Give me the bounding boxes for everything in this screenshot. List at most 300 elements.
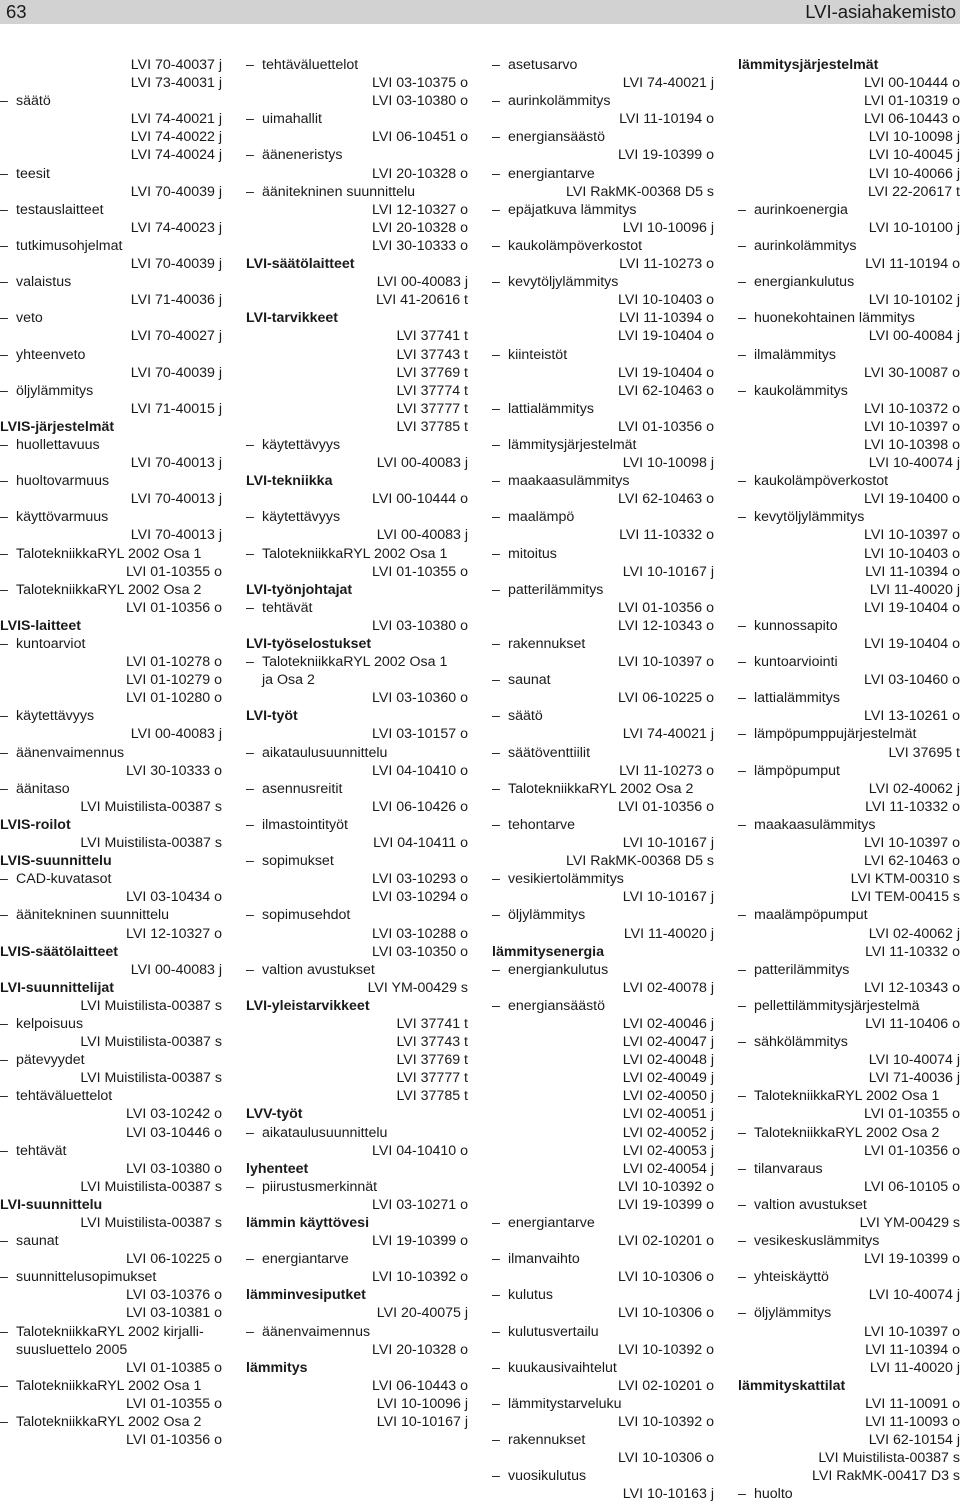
index-subentry: – äänitekninen suunnittelu bbox=[0, 906, 222, 924]
index-subentry: – säätöventtiilit bbox=[492, 744, 714, 762]
index-subentry: – ilmalämmitys bbox=[738, 346, 960, 364]
index-reference: LVI 01-10356 o bbox=[126, 599, 222, 616]
index-subentry: – kulutusvertailu bbox=[492, 1323, 714, 1341]
index-subentry: – rakennukset bbox=[492, 1431, 714, 1449]
index-subentry: – rakennukset bbox=[492, 635, 714, 653]
index-subentry: – öljylämmitys bbox=[738, 1304, 960, 1322]
index-reference: LVI 20-10328 o bbox=[372, 1341, 468, 1358]
index-subentry: – lattialämmitys bbox=[492, 400, 714, 418]
index-subentry: – TalotekniikkaRYL 2002 Osa 1 bbox=[0, 545, 222, 563]
index-heading: lämmin käyttövesi bbox=[246, 1215, 370, 1231]
index-reference: LVI 10-10403 o bbox=[618, 292, 714, 309]
index-subentry: – äänitekninen suunnittelu bbox=[246, 183, 468, 201]
index-reference: LVI 10-10306 o bbox=[618, 1305, 714, 1322]
index-subentry: – TalotekniikkaRYL 2002 Osa 1 bbox=[246, 545, 468, 563]
index-reference: LVI KTM-00310 s bbox=[850, 871, 960, 888]
index-reference: LVI 10-10100 j bbox=[868, 219, 960, 236]
index-reference: LVI 37777 t bbox=[396, 1070, 468, 1087]
index-subentry: – sopimukset bbox=[246, 852, 468, 870]
index-reference: LVI 03-10294 o bbox=[372, 889, 468, 906]
index-heading: lämminvesiputket bbox=[246, 1287, 366, 1304]
index-subentry: – käytettävyys bbox=[0, 707, 222, 725]
index-subentry: – aurinkolämmitys bbox=[738, 237, 960, 255]
index-reference: LVI 10-10167 j bbox=[622, 835, 714, 852]
index-reference: LVI 11-10273 o bbox=[619, 762, 714, 779]
index-reference: LVI 00-40083 j bbox=[376, 455, 468, 472]
index-reference: LVI 01-10385 o bbox=[126, 1359, 222, 1376]
index-reference: LVI 04-10410 o bbox=[372, 762, 468, 779]
index-reference: LVI 02-40049 j bbox=[622, 1070, 714, 1087]
index-reference: LVI 03-10381 o bbox=[126, 1305, 222, 1322]
index-reference: LVI Muistilista-00387 s bbox=[80, 1178, 222, 1195]
index-reference: LVI 01-10356 o bbox=[126, 1432, 222, 1449]
index-reference: LVI 74-40023 j bbox=[130, 219, 222, 236]
page-number: 63 bbox=[6, 1, 27, 22]
index-reference: LVI 02-40046 j bbox=[622, 1015, 714, 1032]
index-reference: LVI 03-10375 o bbox=[372, 75, 468, 92]
index-subentry: – vesikiertolämmitys bbox=[492, 870, 714, 888]
index-reference: LVI 12-10327 o bbox=[126, 925, 222, 942]
index-reference: LVI 37777 t bbox=[396, 400, 468, 417]
index-subentry: – tilanvaraus bbox=[738, 1160, 960, 1178]
index-reference: LVI 11-40020 j bbox=[623, 925, 714, 942]
index-column-4 bbox=[738, 56, 960, 1504]
index-reference: LVI 10-10167 j bbox=[376, 1414, 468, 1431]
index-heading: LVIS-suunnittelu bbox=[0, 853, 112, 870]
index-reference: LVI 02-40054 j bbox=[622, 1160, 714, 1177]
index-subentry: – maakaasulämmitys bbox=[492, 472, 714, 490]
index-heading: lämmitysjärjestelmät bbox=[738, 57, 879, 73]
index-subentry: – TalotekniikkaRYL 2002 Osa 2 bbox=[0, 581, 222, 599]
index-reference: LVI 03-10380 o bbox=[126, 1160, 222, 1177]
index-heading: LVI-yleistarvikkeet bbox=[246, 997, 370, 1014]
index-subentry: – kiinteistöt bbox=[492, 346, 714, 364]
index-heading: LVI-työselostukset bbox=[246, 636, 372, 652]
page-header bbox=[0, 0, 960, 24]
index-reference: LVI 03-10157 o bbox=[372, 726, 468, 743]
index-reference: LVI 01-10355 o bbox=[864, 1106, 960, 1123]
index-subentry: – asennusreitit bbox=[246, 780, 468, 798]
index-subentry: – kevytöljylämmitys bbox=[738, 508, 960, 526]
index-reference: LVI 03-10446 o bbox=[126, 1124, 222, 1141]
index-heading: lämmitysenergia bbox=[492, 943, 604, 960]
index-subentry: – tehtävät bbox=[246, 599, 468, 617]
index-reference: LVI 00-40083 j bbox=[130, 961, 222, 978]
index-reference: LVI 62-10463 o bbox=[864, 853, 960, 870]
index-reference: LVI 37785 t bbox=[396, 1088, 468, 1105]
index-reference: LVI 11-10394 o bbox=[865, 563, 960, 580]
index-heading: LVI-säätölaitteet bbox=[246, 256, 355, 273]
index-reference: LVI 19-10404 o bbox=[864, 599, 960, 616]
index-reference: LVI 74-40024 j bbox=[130, 147, 222, 164]
index-subentry: – öljylämmitys bbox=[492, 906, 714, 924]
index-subentry: – käytettävyys bbox=[246, 508, 468, 526]
index-reference: LVI 11-10091 o bbox=[865, 1395, 960, 1412]
index-reference: LVI 11-10332 o bbox=[865, 798, 960, 815]
index-subentry: – kaukolämmitys bbox=[738, 382, 960, 400]
index-subentry: – ilmanvaihto bbox=[492, 1250, 714, 1268]
index-column-1 bbox=[0, 56, 222, 1449]
index-reference: LVI 37741 t bbox=[396, 1015, 468, 1032]
index-subentry: – aurinkolämmitys bbox=[492, 92, 714, 110]
index-reference: LVI 37774 t bbox=[396, 382, 468, 399]
index-reference: LVI 02-40052 j bbox=[622, 1124, 714, 1141]
index-reference: LVI 10-10397 o bbox=[864, 418, 960, 435]
index-reference: LVI 19-10399 o bbox=[864, 1251, 960, 1268]
index-reference: LVI 01-10355 o bbox=[126, 1395, 222, 1412]
index-subentry: – energiantarve bbox=[492, 165, 714, 183]
index-reference: LVI 10-10397 o bbox=[864, 527, 960, 544]
index-heading: LVV-työt bbox=[246, 1106, 303, 1123]
index-subentry: – huoltovarmuus bbox=[0, 472, 222, 490]
index-reference: LVI 12-10343 o bbox=[618, 617, 714, 634]
index-reference: LVI 13-10261 o bbox=[864, 708, 960, 725]
index-reference: LVI 11-10406 o bbox=[865, 1015, 960, 1032]
index-reference: LVI 71-40036 j bbox=[130, 292, 222, 309]
index-heading: LVI-suunnittelu bbox=[0, 1196, 103, 1213]
index-reference: LVI 12-10343 o bbox=[864, 979, 960, 996]
index-heading: LVI-suunnittelijat bbox=[0, 979, 115, 996]
index-heading: lämmitys bbox=[246, 1359, 308, 1376]
index-subentry: – vuosikulutus bbox=[492, 1467, 714, 1485]
index-reference: LVI RakMK-00368 D5 s bbox=[566, 853, 714, 870]
index-reference: LVI 03-10293 o bbox=[372, 871, 468, 888]
index-subentry: – tutkimusohjelmat bbox=[0, 237, 222, 255]
index-subentry: – veto bbox=[0, 309, 222, 327]
index-reference: LVI 37741 t bbox=[396, 328, 468, 345]
index-reference: LVI 19-10404 o bbox=[864, 636, 960, 652]
index-subentry: – asetusarvo bbox=[492, 56, 714, 74]
index-heading: LVI-tarvikkeet bbox=[246, 310, 338, 327]
index-heading: LVIS-järjestelmät bbox=[0, 418, 115, 435]
index-reference: LVI 06-10443 o bbox=[372, 1377, 468, 1394]
index-heading: LVIS-roilot bbox=[0, 816, 71, 833]
index-reference: LVI 11-10194 o bbox=[619, 111, 714, 128]
index-reference: LVI 10-10167 j bbox=[622, 563, 714, 580]
index-reference: LVI 01-10319 o bbox=[864, 93, 960, 110]
index-reference: LVI 12-10327 o bbox=[372, 201, 468, 218]
index-reference: LVI 19-10400 o bbox=[864, 491, 960, 508]
index-reference: LVI Muistilista-00387 s bbox=[80, 1070, 222, 1087]
index-subentry: – maakaasulämmitys bbox=[738, 816, 960, 834]
index-heading: LVI-tekniikka bbox=[246, 473, 333, 490]
index-reference: LVI 02-40051 j bbox=[622, 1106, 714, 1123]
index-reference: LVI 19-10404 o bbox=[618, 364, 714, 381]
index-reference: LVI 06-10443 o bbox=[864, 111, 960, 128]
index-subentry: – energiankulutus bbox=[492, 961, 714, 979]
index-subentry: – TalotekniikkaRYL 2002 Osa 1 bbox=[738, 1087, 960, 1105]
index-reference: LVI 62-10463 o bbox=[618, 491, 714, 508]
index-subentry: – säätö bbox=[492, 707, 714, 725]
index-reference: LVI YM-00429 s bbox=[367, 979, 468, 996]
index-reference: LVI 10-10397 o bbox=[618, 654, 714, 671]
index-subentry: – huonekohtainen lämmitys bbox=[738, 309, 960, 327]
index-reference: LVI 41-20616 t bbox=[375, 292, 468, 309]
index-subentry: – patterilämmitys bbox=[492, 581, 714, 599]
index-reference: LVI RakMK-00368 D5 s bbox=[566, 183, 714, 200]
index-reference: LVI 10-10102 j bbox=[868, 292, 960, 309]
index-subentry: – äänenvaimennus bbox=[246, 1323, 468, 1341]
index-subentry: – patterilämmitys bbox=[738, 961, 960, 979]
running-title: LVI-asiahakemisto bbox=[805, 1, 956, 22]
index-reference: LVI 01-10280 o bbox=[126, 690, 222, 707]
index-subentry: – huolto bbox=[738, 1485, 960, 1503]
index-reference: LVI 00-10444 o bbox=[864, 75, 960, 92]
index-reference: LVI 11-10093 o bbox=[865, 1414, 960, 1431]
index-reference: LVI 00-10444 o bbox=[372, 491, 468, 508]
index-reference: LVI 19-10399 o bbox=[618, 1196, 714, 1213]
index-subentry: – energiankulutus bbox=[738, 273, 960, 291]
index-subentry: – tehtäväluettelot bbox=[246, 56, 468, 74]
index-reference: LVI 10-10392 o bbox=[618, 1178, 714, 1195]
index-reference: LVI 11-40020 j bbox=[869, 581, 960, 598]
index-reference: LVI 02-40053 j bbox=[622, 1142, 714, 1159]
index-continuation: ja Osa 2 bbox=[262, 672, 315, 689]
index-reference: LVI 06-10426 o bbox=[372, 798, 468, 815]
index-reference: LVI 01-10278 o bbox=[126, 654, 222, 671]
index-reference: LVI 30-10087 o bbox=[864, 364, 960, 381]
index-reference: LVI 10-10167 j bbox=[622, 889, 714, 906]
index-subentry: – testauslaitteet bbox=[0, 201, 222, 219]
index-heading: LVI-työnjohtajat bbox=[246, 581, 353, 598]
index-heading: LVI-työt bbox=[246, 708, 298, 725]
index-reference: LVI RakMK-00417 D3 s bbox=[812, 1468, 960, 1485]
index-reference: LVI Muistilista-00387 s bbox=[80, 835, 222, 852]
index-reference: LVI 73-40031 j bbox=[130, 75, 222, 92]
index-reference: LVI 00-40084 j bbox=[868, 328, 960, 345]
index-subentry: – kuntoarviot bbox=[0, 635, 222, 653]
index-subentry: – lämpöpumput bbox=[738, 762, 960, 780]
index-reference: LVI YM-00429 s bbox=[859, 1215, 960, 1231]
index-reference: LVI 10-10098 j bbox=[622, 455, 714, 472]
index-subentry: – tehtävät bbox=[0, 1142, 222, 1160]
index-reference: LVI 10-10306 o bbox=[618, 1269, 714, 1286]
index-subentry: – energiansäästö bbox=[492, 128, 714, 146]
index-reference: LVI 11-40020 j bbox=[869, 1359, 960, 1376]
index-reference: LVI 10-10392 o bbox=[618, 1341, 714, 1358]
index-reference: LVI 74-40022 j bbox=[130, 129, 222, 146]
index-reference: LVI 70-40013 j bbox=[130, 455, 222, 472]
index-reference: LVI 62-10154 j bbox=[868, 1432, 960, 1449]
index-reference: LVI 06-10105 o bbox=[864, 1178, 960, 1195]
index-reference: LVI 02-10201 o bbox=[618, 1233, 714, 1250]
index-subentry: – TalotekniikkaRYL 2002 Osa 2 bbox=[0, 1413, 222, 1431]
index-subentry: – kuukausivaihtelut bbox=[492, 1359, 714, 1377]
index-reference: LVI 74-40021 j bbox=[130, 111, 222, 128]
index-reference: LVI 01-10356 o bbox=[618, 418, 714, 435]
index-subentry: – kulutus bbox=[492, 1286, 714, 1304]
index-subentry: – TalotekniikkaRYL 2002 Osa 1 bbox=[246, 653, 468, 671]
index-subentry: – ilmastointityöt bbox=[246, 816, 468, 834]
index-column-2 bbox=[246, 56, 468, 1431]
index-reference: LVI 10-40066 j bbox=[868, 165, 960, 182]
index-reference: LVI 03-10460 o bbox=[864, 672, 960, 689]
index-reference: LVI Muistilista-00387 s bbox=[80, 997, 222, 1014]
index-reference: LVI 03-10271 o bbox=[372, 1196, 468, 1213]
index-subentry: – lämpöpumppujärjestelmät bbox=[738, 725, 960, 743]
index-subentry: – öljylämmitys bbox=[0, 382, 222, 400]
index-heading: lämmityskattilat bbox=[738, 1377, 846, 1394]
index-subentry: – kelpoisuus bbox=[0, 1015, 222, 1033]
index-reference: LVI 10-10398 o bbox=[864, 436, 960, 453]
index-reference: LVI 37769 t bbox=[396, 364, 468, 381]
index-reference: LVI 10-10306 o bbox=[618, 1450, 714, 1467]
index-subentry: – tehtäväluettelot bbox=[0, 1087, 222, 1105]
index-reference: LVI 02-40047 j bbox=[622, 1034, 714, 1051]
index-reference: LVI 10-10403 o bbox=[864, 545, 960, 562]
index-reference: LVI 37743 t bbox=[396, 346, 468, 363]
index-reference: LVI 70-40013 j bbox=[130, 491, 222, 508]
index-subentry: – aikataulusuunnittelu bbox=[246, 1124, 468, 1142]
index-column-3 bbox=[492, 56, 714, 1504]
index-subentry: – äänitaso bbox=[0, 780, 222, 798]
index-subentry: – pätevyydet bbox=[0, 1051, 222, 1069]
index-reference: LVI 06-10225 o bbox=[126, 1251, 222, 1268]
index-subentry: – suunnittelusopimukset bbox=[0, 1268, 222, 1286]
index-subentry: – TalotekniikkaRYL 2002 Osa 1 bbox=[0, 1377, 222, 1395]
index-reference: LVI 03-10360 o bbox=[372, 690, 468, 707]
index-reference: LVI 01-10356 o bbox=[618, 798, 714, 815]
index-reference: LVI 74-40021 j bbox=[622, 75, 714, 92]
index-subentry: – lämmitystarveluku bbox=[492, 1395, 714, 1413]
index-reference: LVI 11-10394 o bbox=[865, 1341, 960, 1358]
index-reference: LVI 70-40039 j bbox=[130, 183, 222, 200]
index-subentry: – lämmitysjärjestelmät bbox=[492, 436, 714, 454]
index-subentry: – energiantarve bbox=[246, 1250, 468, 1268]
index-reference: LVI 02-40062 j bbox=[868, 925, 960, 942]
index-subentry: – käytettävyys bbox=[246, 436, 468, 454]
index-reference: LVI 11-10332 o bbox=[865, 943, 960, 960]
index-subentry: – energiantarve bbox=[492, 1214, 714, 1232]
index-subentry: – säätö bbox=[0, 92, 222, 110]
index-subentry: – saunat bbox=[492, 671, 714, 689]
index-reference: LVI 03-10242 o bbox=[126, 1106, 222, 1123]
index-reference: LVI 10-10096 j bbox=[622, 219, 714, 236]
index-reference: LVI 10-40074 j bbox=[868, 455, 960, 472]
index-reference: LVI 03-10380 o bbox=[372, 93, 468, 110]
index-reference: LVI 03-10434 o bbox=[126, 889, 222, 906]
index-subentry: – tehontarve bbox=[492, 816, 714, 834]
index-reference: LVI 03-10350 o bbox=[372, 943, 468, 960]
index-reference: LVI 06-10225 o bbox=[618, 690, 714, 707]
index-reference: LVI 06-10451 o bbox=[372, 129, 468, 146]
index-reference: LVI 04-10410 o bbox=[372, 1142, 468, 1159]
index-reference: LVI 30-10333 o bbox=[372, 237, 468, 254]
index-reference: LVI 74-40021 j bbox=[622, 726, 714, 743]
index-subentry: – huollettavuus bbox=[0, 436, 222, 454]
index-reference: LVI 01-10355 o bbox=[372, 563, 468, 580]
index-reference: LVI 71-40015 j bbox=[130, 400, 222, 417]
index-subentry: – kuntoarviointi bbox=[738, 653, 960, 671]
index-reference: LVI Muistilista-00387 s bbox=[80, 798, 222, 815]
index-subentry: – kaukolämpöverkostot bbox=[492, 237, 714, 255]
index-reference: LVI 70-40039 j bbox=[130, 364, 222, 381]
index-subentry: – mitoitus bbox=[492, 545, 714, 563]
index-reference: LVI 01-10356 o bbox=[618, 599, 714, 616]
index-continuation: suusluettelo 2005 bbox=[16, 1341, 128, 1358]
index-reference: LVI 19-10399 o bbox=[618, 147, 714, 164]
index-subentry: – yhteenveto bbox=[0, 346, 222, 364]
index-subentry: – yhteiskäyttö bbox=[738, 1268, 960, 1286]
index-reference: LVI 70-40039 j bbox=[130, 256, 222, 273]
index-heading: LVIS-laitteet bbox=[0, 617, 81, 634]
index-subentry: – aurinkoenergia bbox=[738, 201, 960, 219]
index-reference: LVI 10-40074 j bbox=[868, 1052, 960, 1069]
index-subentry: – kunnossapito bbox=[738, 617, 960, 635]
index-reference: LVI 10-10392 o bbox=[372, 1269, 468, 1286]
index-reference: LVI 11-10394 o bbox=[619, 310, 714, 327]
index-subentry: – TalotekniikkaRYL 2002 kirjalli- bbox=[0, 1323, 222, 1341]
index-reference: LVI 20-10328 o bbox=[372, 165, 468, 182]
index-subentry: – kaukolämpöverkostot bbox=[738, 472, 960, 490]
index-subentry: – ääneneristys bbox=[246, 146, 468, 164]
index-reference: LVI Muistilista-00387 s bbox=[80, 1215, 222, 1231]
index-reference: LVI 19-10404 o bbox=[618, 328, 714, 345]
index-reference: LVI 02-40048 j bbox=[622, 1052, 714, 1069]
index-reference: LVI 10-10163 j bbox=[622, 1486, 714, 1503]
index-reference: LVI Muistilista-00387 s bbox=[818, 1450, 960, 1467]
index-subentry: – TalotekniikkaRYL 2002 Osa 2 bbox=[492, 780, 714, 798]
index-reference: LVI 37743 t bbox=[396, 1034, 468, 1051]
index-subentry: – äänenvaimennus bbox=[0, 744, 222, 762]
index-reference: LVI 19-10399 o bbox=[372, 1233, 468, 1250]
index-reference: LVI 02-40062 j bbox=[868, 780, 960, 797]
index-reference: LVI 10-10397 o bbox=[864, 1323, 960, 1340]
index-subentry: – sopimusehdot bbox=[246, 906, 468, 924]
index-subentry: – CAD-kuvatasot bbox=[0, 870, 222, 888]
index-subentry: – aikataulusuunnittelu bbox=[246, 744, 468, 762]
index-reference: LVI 70-40013 j bbox=[130, 527, 222, 544]
index-reference: LVI 01-10356 o bbox=[864, 1142, 960, 1159]
index-reference: LVI 03-10288 o bbox=[372, 925, 468, 942]
index-reference: LVI 11-10332 o bbox=[619, 527, 714, 544]
index-subentry: – teesit bbox=[0, 165, 222, 183]
index-reference: LVI 70-40027 j bbox=[130, 328, 222, 345]
index-reference: LVI 10-10098 j bbox=[868, 129, 960, 146]
index-reference: LVI 01-10279 o bbox=[126, 672, 222, 689]
index-subentry: – piirustusmerkinnät bbox=[246, 1178, 468, 1196]
index-heading: lyhenteet bbox=[246, 1160, 309, 1177]
index-reference: LVI Muistilista-00387 s bbox=[80, 1034, 222, 1051]
index-reference: LVI 03-10380 o bbox=[372, 617, 468, 634]
index-subentry: – maalämpöpumput bbox=[738, 906, 960, 924]
index-subentry: – käyttövarmuus bbox=[0, 508, 222, 526]
index-reference: LVI 02-10201 o bbox=[618, 1377, 714, 1394]
index-reference: LVI 22-20617 t bbox=[867, 183, 960, 200]
index-subentry: – epäjatkuva lämmitys bbox=[492, 201, 714, 219]
index-reference: LVI 00-40083 j bbox=[376, 274, 468, 291]
index-reference: LVI 10-10397 o bbox=[864, 835, 960, 852]
index-reference: LVI 11-10273 o bbox=[619, 256, 714, 273]
index-subentry: – vesikeskuslämmitys bbox=[738, 1232, 960, 1250]
index-reference: LVI 01-10355 o bbox=[126, 563, 222, 580]
index-reference: LVI 37769 t bbox=[396, 1052, 468, 1069]
index-subentry: – uimahallit bbox=[246, 110, 468, 128]
index-reference: LVI 30-10333 o bbox=[126, 762, 222, 779]
index-reference: LVI 71-40036 j bbox=[868, 1070, 960, 1087]
index-subentry: – TalotekniikkaRYL 2002 Osa 2 bbox=[738, 1124, 960, 1142]
index-reference: LVI 00-40083 j bbox=[130, 726, 222, 743]
index-subentry: – valtion avustukset bbox=[246, 961, 468, 979]
index-subentry: – maalämpö bbox=[492, 508, 714, 526]
index-heading: LVIS-säätölaitteet bbox=[0, 943, 118, 960]
index-subentry: – lattialämmitys bbox=[738, 689, 960, 707]
index-subentry: – saunat bbox=[0, 1232, 222, 1250]
index-reference: LVI 20-10328 o bbox=[372, 219, 468, 236]
index-reference: LVI 70-40037 j bbox=[130, 57, 222, 73]
index-reference: LVI TEM-00415 s bbox=[850, 889, 960, 906]
index-reference: LVI 02-40050 j bbox=[622, 1088, 714, 1105]
